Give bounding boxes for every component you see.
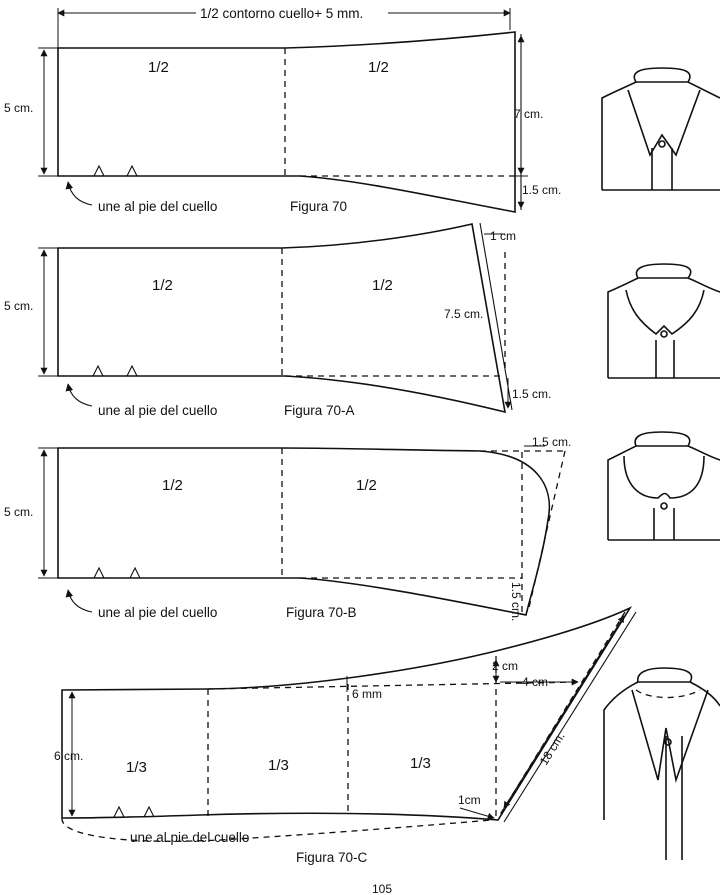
top-label: 1 cm [490,229,517,243]
figure-caption: Figura 70-A [284,403,355,418]
rise-label: 2 cm [492,659,519,673]
half-right-label: 1/2 [368,59,389,76]
shirt-sketch-1 [602,68,720,190]
neck-dimension-label: 1/2 contorno cuello+ 5 mm. [200,6,364,21]
guide-line [62,818,492,841]
shirt-sketch-4 [604,668,720,860]
point-label: 7 cm. [514,107,544,121]
figure-70b [4,435,571,621]
drop-label: 1.5 cm. [522,183,562,197]
notch-mark [127,166,137,176]
height-label: 5 cm. [4,299,34,313]
foot-label: 1cm [458,793,481,807]
collar-outline [62,608,630,820]
page-number: 105 [372,882,393,895]
figure-caption: Figura 70 [290,199,348,214]
half-left-label: 1/2 [152,277,173,294]
height-label: 5 cm. [4,101,34,115]
mm-label: 6 mm [352,687,382,701]
point-label: 7.5 cm. [444,307,484,321]
half-right-label: 1/2 [372,277,393,294]
join-note: une al pie del cuello [130,830,250,845]
join-arrow [68,182,92,205]
diag-label: 18 cm. [536,729,568,768]
point-edge [480,223,512,410]
figure-caption: Figura 70-B [286,605,357,620]
drop-label: 1.5 cm. [509,582,523,622]
figure-70a [4,223,551,418]
half-right-label: 1/2 [356,477,377,494]
top-label: 1.5 cm. [532,435,572,449]
collar-outline [58,32,515,212]
join-note: une al pie del cuello [98,199,218,214]
join-note: une al pie del cuello [98,403,218,418]
collar-outline [58,448,549,615]
notch-mark [94,166,104,176]
figure-70c [54,608,636,865]
width-label: 4 cm [522,675,549,689]
shirt-sketch-2 [608,264,720,378]
third-1-label: 1/3 [126,759,147,776]
join-note: une al pie del cuello [98,605,218,620]
figure-70 [4,4,561,214]
height-label: 5 cm. [4,505,34,519]
third-3-label: 1/3 [410,755,431,772]
drop-label: 1.5 cm. [512,387,552,401]
third-2-label: 1/3 [268,757,289,774]
figure-caption: Figura 70-C [296,850,368,865]
half-left-label: 1/2 [162,477,183,494]
shirt-sketch-3 [608,432,720,540]
height-label: 6 cm. [54,749,84,763]
half-left-label: 1/2 [148,59,169,76]
